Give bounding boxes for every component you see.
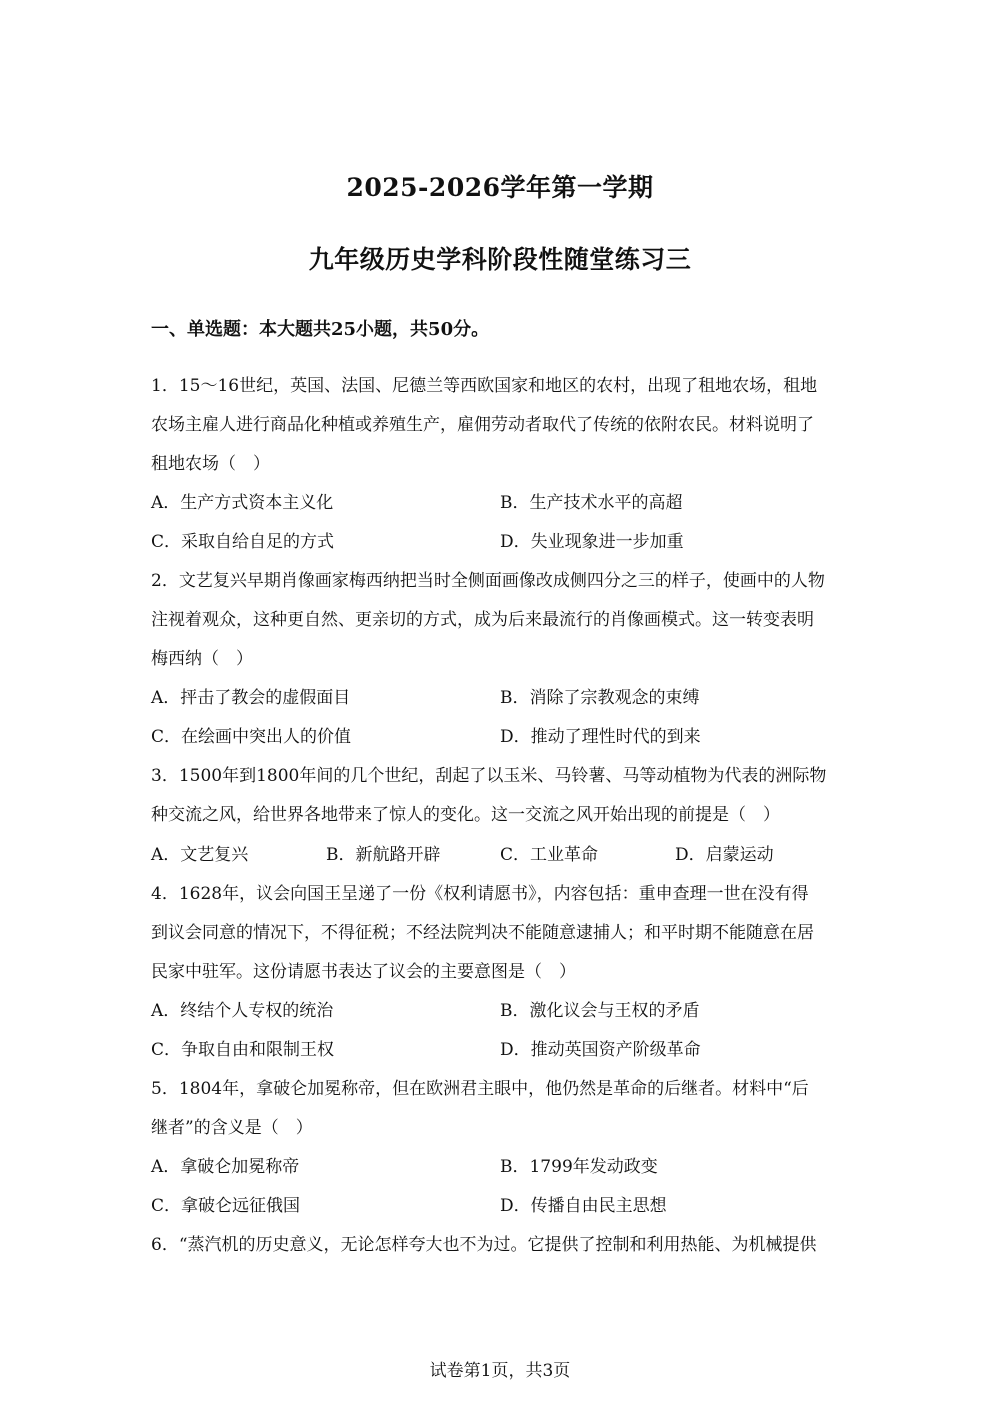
- question-4-line-2: 到议会同意的情况下，不得征税；不经法院判决不能随意逮捕人；和平时期不能随意在居: [151, 923, 814, 943]
- question-2-line-3: 梅西纳（ ）: [151, 649, 253, 669]
- question-4-option-c: C．争取自由和限制王权: [151, 1040, 335, 1060]
- question-1-option-d: D．失业现象进一步加重: [500, 532, 684, 552]
- question-2-option-b: B．消除了宗教观念的束缚: [500, 688, 700, 708]
- question-2-line-1: 2．文艺复兴早期肖像画家梅西纳把当时全侧面画像改成侧四分之三的样子，使画中的人物: [151, 571, 825, 591]
- question-5-option-b: B．1799年发动政变: [500, 1157, 658, 1177]
- exam-title-subject: 九年级历史学科阶段性随堂练习三: [308, 245, 692, 274]
- question-5-line-1: 5．1804年，拿破仑加冕称帝，但在欧洲君主眼中，他仍然是革命的后继者。材料中“后: [151, 1079, 809, 1099]
- question-2-option-c: C．在绘画中突出人的价值: [151, 727, 352, 747]
- question-5-option-d: D．传播自由民主思想: [500, 1196, 667, 1216]
- question-1-line-2: 农场主雇人进行商品化种植或养殖生产，雇佣劳动者取代了传统的依附农民。材料说明了: [151, 415, 814, 435]
- question-2-option-d: D．推动了理性时代的到来: [500, 727, 701, 747]
- question-3-option-b: B．新航路开辟: [326, 845, 441, 865]
- question-1-line-3: 租地农场（ ）: [151, 454, 270, 474]
- question-4-option-a: A．终结个人专权的统治: [151, 1001, 334, 1021]
- question-3-option-c: C．工业革命: [500, 845, 599, 865]
- question-4-line-3: 民家中驻军。这份请愿书表达了议会的主要意图是（ ）: [151, 962, 576, 982]
- question-3-option-d: D．启蒙运动: [675, 845, 774, 865]
- section-heading: 一、单选题：本大题共25小题，共50分。: [151, 319, 490, 340]
- question-5-line-2: 继者”的含义是（ ）: [151, 1118, 313, 1138]
- question-2-line-2: 注视着观众，这种更自然、更亲切的方式，成为后来最流行的肖像画模式。这一转变表明: [151, 610, 814, 630]
- question-1-option-a: A．生产方式资本主义化: [151, 493, 334, 513]
- question-4-option-d: D．推动英国资产阶级革命: [500, 1040, 701, 1060]
- question-1-option-b: B．生产技术水平的高超: [500, 493, 683, 513]
- question-1-line-1: 1．15～16世纪，英国、法国、尼德兰等西欧国家和地区的农村，出现了租地农场，租地: [151, 376, 818, 396]
- question-3-line-1: 3．1500年到1800年间的几个世纪，刮起了以玉米、马铃薯、马等动植物为代表的洲际物: [151, 766, 827, 786]
- question-3-option-a: A．文艺复兴: [151, 845, 249, 865]
- exam-title-year: 2025-2026学年第一学期: [346, 173, 654, 202]
- question-2-option-a: A．抨击了教会的虚假面目: [151, 688, 351, 708]
- question-5-option-a: A．拿破仑加冕称帝: [151, 1157, 300, 1177]
- question-6-line-1: 6．“蒸汽机的历史意义，无论怎样夸大也不为过。它提供了控制和利用热能、为机械提供: [151, 1235, 817, 1255]
- page-footer: 试卷第1页，共3页: [429, 1361, 571, 1381]
- question-1-option-c: C．采取自给自足的方式: [151, 532, 335, 552]
- question-5-option-c: C．拿破仑远征俄国: [151, 1196, 301, 1216]
- question-3-line-2: 种交流之风，给世界各地带来了惊人的变化。这一交流之风开始出现的前提是（ ）: [151, 805, 780, 825]
- question-4-line-1: 4．1628年，议会向国王呈递了一份《权利请愿书》，内容包括：重申查理一世在没有得: [151, 884, 809, 904]
- question-4-option-b: B．激化议会与王权的矛盾: [500, 1001, 700, 1021]
